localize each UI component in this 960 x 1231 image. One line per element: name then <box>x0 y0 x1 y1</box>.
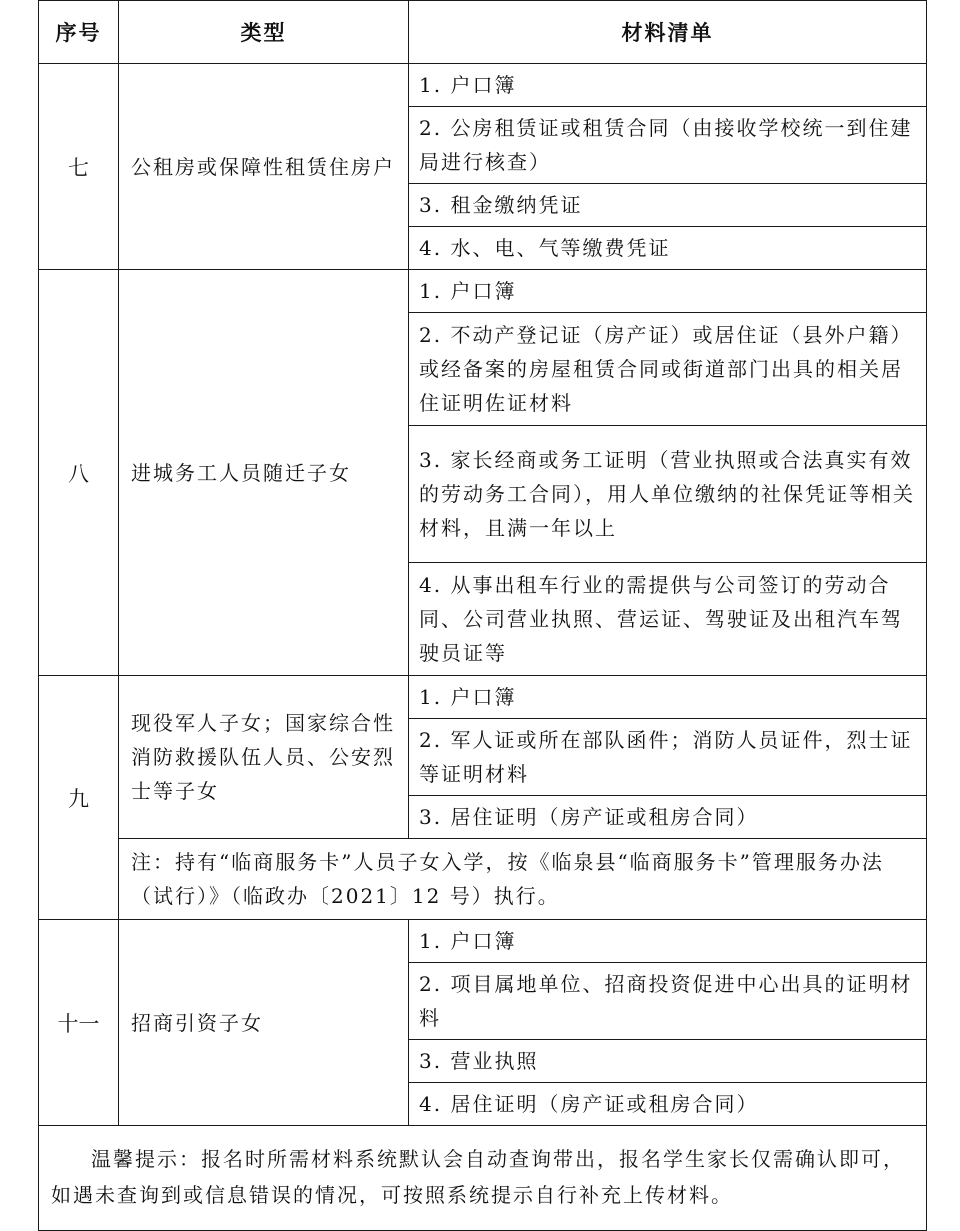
material-item: 1. 户口簿 <box>409 676 927 719</box>
material-item: 2. 公房租赁证或租赁合同（由接收学校统一到住建局进行核查） <box>409 107 927 184</box>
material-item: 3. 营业执照 <box>409 1040 927 1083</box>
group-type: 进城务工人员随迁子女 <box>119 270 409 676</box>
table-header-row <box>39 1 927 64</box>
material-item: 2. 项目属地单位、招商投资促进中心出具的证明材料 <box>409 963 927 1040</box>
table-row <box>39 1126 927 1231</box>
material-item: 3. 家长经商或务工证明（营业执照或合法真实有效的劳动务工合同），用人单位缴纳的社保凭证等相关材料，且满一年以上 <box>409 426 927 563</box>
table-row <box>39 839 927 920</box>
group-num: 九 <box>39 676 119 920</box>
material-item: 4. 从事出租车行业的需提供与公司签订的劳动合同、公司营业执照、营运证、驾驶证及出租汽车驾驶员证等 <box>409 563 927 676</box>
material-item: 2. 不动产登记证（房产证）或居住证（县外户籍）或经备案的房屋租赁合同或街道部门出具的相关居住证明佐证材料 <box>409 313 927 426</box>
materials-table <box>38 0 927 1231</box>
group-num: 十一 <box>39 920 119 1126</box>
header-num: 序号 <box>39 1 119 64</box>
material-item: 1. 户口簿 <box>409 64 927 107</box>
table-row <box>39 64 927 107</box>
group-type: 现役军人子女；国家综合性消防救援队伍人员、公安烈士等子女 <box>119 676 409 839</box>
material-item: 2. 军人证或所在部队函件；消防人员证件，烈士证等证明材料 <box>409 719 927 796</box>
group-type: 招商引资子女 <box>119 920 409 1126</box>
material-item: 1. 户口簿 <box>409 920 927 963</box>
material-item: 4. 水、电、气等缴费凭证 <box>409 227 927 270</box>
group-type: 公租房或保障性租赁住房户 <box>119 64 409 270</box>
material-item: 4. 居住证明（房产证或租房合同） <box>409 1083 927 1126</box>
table-row <box>39 270 927 313</box>
warm-tip: 温馨提示：报名时所需材料系统默认会自动查询带出，报名学生家长仅需确认即可，如遇未查询到或信息错误的情况，可按照系统提示自行补充上传材料。 <box>39 1126 927 1231</box>
header-materials: 材料清单 <box>409 1 927 64</box>
table-row <box>39 676 927 719</box>
header-type: 类型 <box>119 1 409 64</box>
group-note: 注：持有“临商服务卡”人员子女入学，按《临泉县“临商服务卡”管理服务办法（试行）》（临政办〔2021〕12 号）执行。 <box>119 839 927 920</box>
material-item: 3. 居住证明（房产证或租房合同） <box>409 796 927 839</box>
material-item: 3. 租金缴纳凭证 <box>409 184 927 227</box>
group-num: 八 <box>39 270 119 676</box>
group-num: 七 <box>39 64 119 270</box>
table-row <box>39 920 927 963</box>
material-item: 1. 户口簿 <box>409 270 927 313</box>
document-page <box>38 0 926 1231</box>
